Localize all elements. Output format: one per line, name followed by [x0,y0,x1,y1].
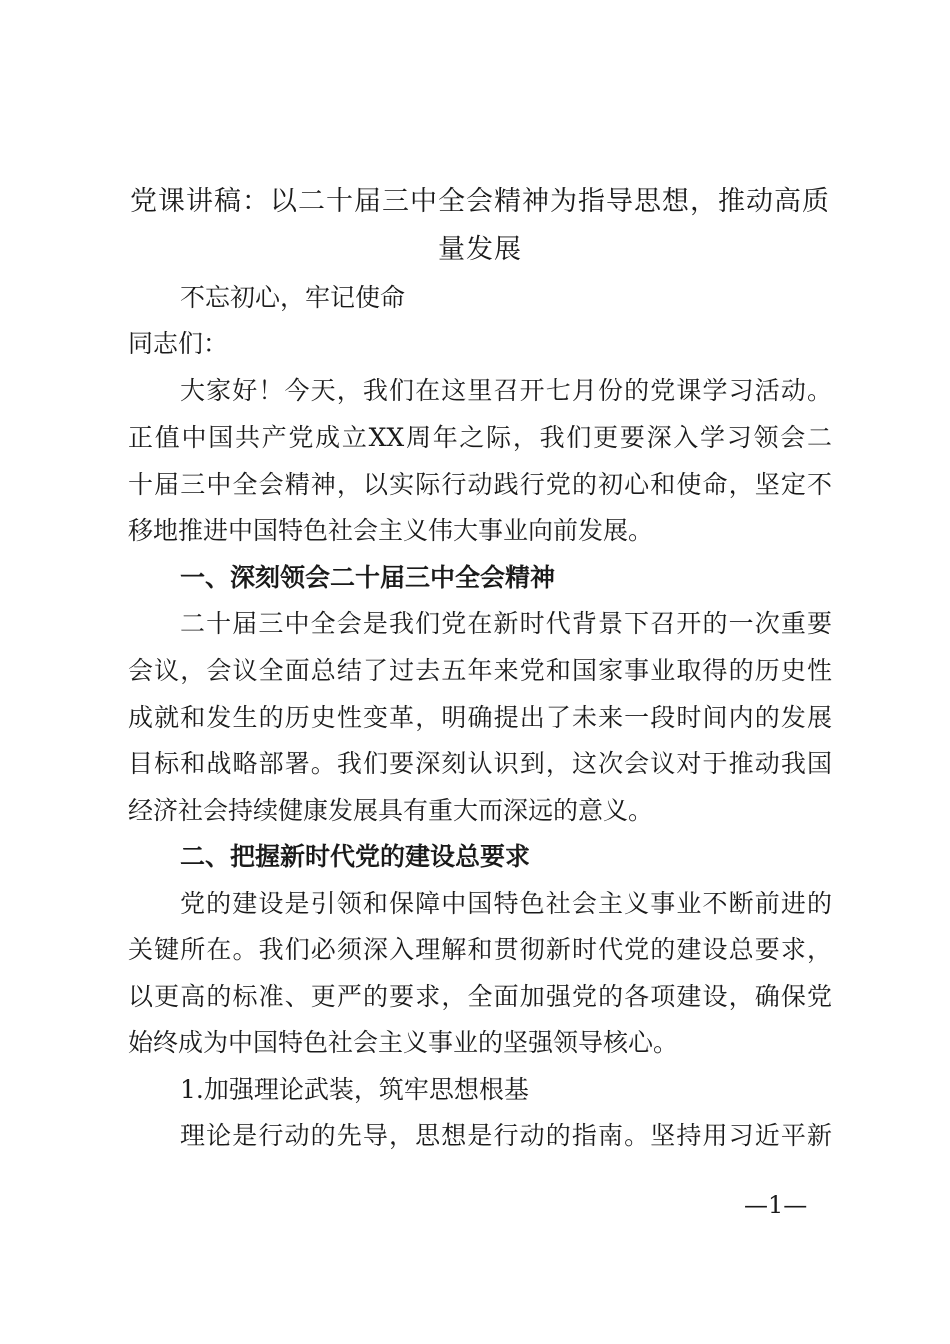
body-line: 经济社会持续健康发展具有重大而深远的意义。 [128,796,654,825]
body-line: 始终成为中国特色社会主义事业的坚强领导核心。 [128,1028,679,1057]
page-number: —1— [744,1191,808,1219]
body-line: 会议，会议全面总结了过去五年来党和国家事业取得的历史性 [128,656,832,685]
body-line: 关键所在。我们必须深入理解和贯彻新时代党的建设总要求， [128,935,832,964]
body-line: 二十届三中全会是我们党在新时代背景下召开的一次重要 [180,609,832,638]
body-line: 党的建设是引领和保障中国特色社会主义事业不断前进的 [180,889,832,918]
body-line: 目标和战略部署。我们要深刻认识到，这次会议对于推动我国 [128,749,832,778]
subsection-heading: 1.加强理论武装，筑牢思想根基 [180,1075,529,1104]
intro-line: 正值中国共产党成立XX周年之际，我们更要深入学习领会二 [128,423,832,452]
section-heading: 一、深刻领会二十届三中全会精神 [180,563,556,592]
document-title: 党课讲稿：以二十届三中全会精神为指导思想，推动高质量发展 [130,186,830,265]
body-line: 成就和发生的历史性变革，明确提出了未来一段时间内的发展 [128,703,832,732]
document-subtitle: 不忘初心，牢记使命 [180,283,406,312]
section-heading: 二、把握新时代党的建设总要求 [180,842,531,871]
intro-line: 大家好！今天，我们在这里召开七月份的党课学习活动。 [180,376,832,405]
body-line: 理论是行动的先导，思想是行动的指南。坚持用习近平新 [180,1121,832,1150]
body-line: 以更高的标准、更严的要求，全面加强党的各项建设，确保党 [128,982,832,1011]
intro-line: 移地推进中国特色社会主义伟大事业向前发展。 [128,516,654,545]
intro-line: 十届三中全会精神，以实际行动践行党的初心和使命，坚定不 [128,470,832,499]
salutation: 同志们： [128,329,229,358]
